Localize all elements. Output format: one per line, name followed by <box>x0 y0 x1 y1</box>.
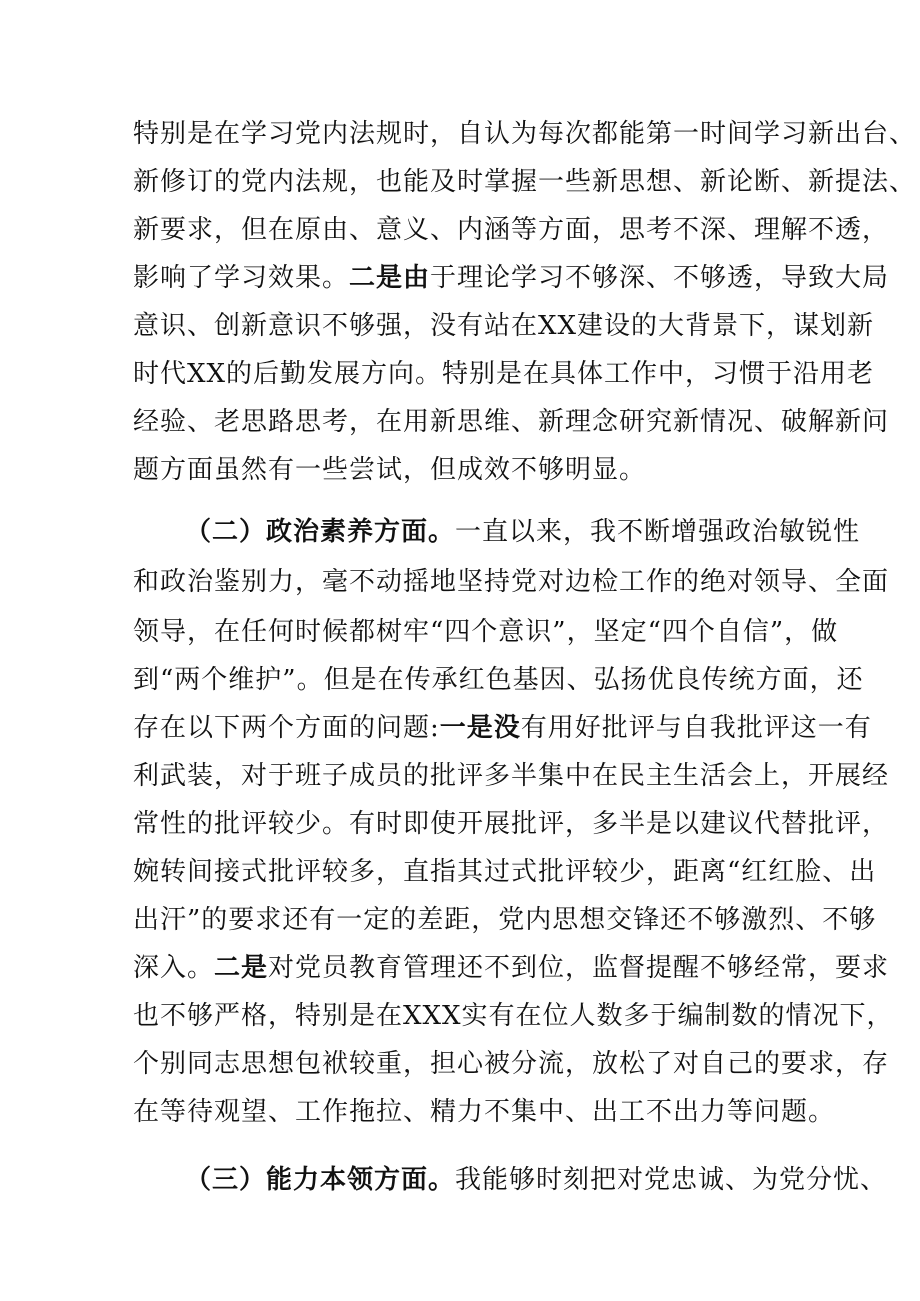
text-line: 和政治鉴别力，毫不动摇地坚持党对边检工作的绝对领导、全面 <box>133 567 890 597</box>
text-line: 利武装，对于班子成员的批评多半集中在民主生活会上，开展经 <box>133 761 890 791</box>
text-line: 到“两个维护”。但是在传承红色基因、弘扬优良传统方面，还 <box>133 665 864 695</box>
text-line: 出汗”的要求还有一定的差距，党内思想交锋还不够激烈、不够 <box>133 905 877 935</box>
text-segment: 深入。 <box>133 953 215 983</box>
text-segment: 我能够时刻把对党忠诚、为党分忧、 <box>455 1165 888 1195</box>
text-line: 婉转间接式批评较多，直指其过式批评较少，距离“红红脸、出 <box>133 857 877 887</box>
text-line: 个别同志思想包袱较重，担心被分流，放松了对自己的要求，存 <box>133 1049 890 1079</box>
text-line <box>133 258 890 298</box>
text-line: 特别是在学习党内法规时，自认为每次都能第一时间学习新出台、 <box>133 119 917 149</box>
text-line: 时代XX的后勤发展方向。特别是在具体工作中，习惯于沿用老 <box>133 359 875 389</box>
text-line <box>185 1160 888 1200</box>
text-line: 在等待观望、工作拖拉、精力不集中、出工不出力等问题。 <box>133 1097 836 1127</box>
text-line: 新修订的党内法规，也能及时掌握一些新思想、新论断、新提法、 <box>133 167 917 197</box>
text-line: 题方面虽然有一些尝试，但成效不够明显。 <box>133 455 647 485</box>
text-line <box>185 512 861 552</box>
text-line: 常性的批评较少。有时即使开展批评，多半是以建议代替批评， <box>133 809 890 839</box>
text-segment: 有用好批评与自我批评这一有 <box>520 713 872 743</box>
section-heading: （二）政治素养方面。 <box>185 517 456 547</box>
text-line: 经验、老思路思考，在用新思维、新理念研究新情况、破解新问 <box>133 407 890 437</box>
text-segment: 对党员教育管理还不到位，监督提醒不够经常，要求 <box>268 953 890 983</box>
text-line: 也不够严格，特别是在XXX实有在位人数多于编制数的情况下， <box>133 1001 894 1031</box>
emphasis-text: 二是由 <box>349 263 431 293</box>
section-heading: （三）能力本领方面。 <box>185 1165 456 1195</box>
text-line <box>133 948 890 988</box>
text-line: 意识、创新意识不够强，没有站在XX建设的大背景下，谋划新 <box>133 311 875 341</box>
emphasis-text: 二是 <box>214 953 269 983</box>
emphasis-text: 一是没 <box>439 713 521 743</box>
text-segment: 一直以来，我不断增强政治敏锐性 <box>455 517 861 547</box>
text-segment: 存在以下两个方面的问题: <box>133 713 440 743</box>
text-segment: 影响了学习效果。 <box>133 263 350 293</box>
text-segment: 于理论学习不够深、不够透，导致大局 <box>430 263 890 293</box>
text-line: 领导，在任何时候都树牢“四个意识”，坚定“四个自信”，做 <box>133 617 839 647</box>
text-line <box>133 708 872 748</box>
text-line: 新要求，但在原由、意义、内涵等方面，思考不深、理解不透， <box>133 215 890 245</box>
